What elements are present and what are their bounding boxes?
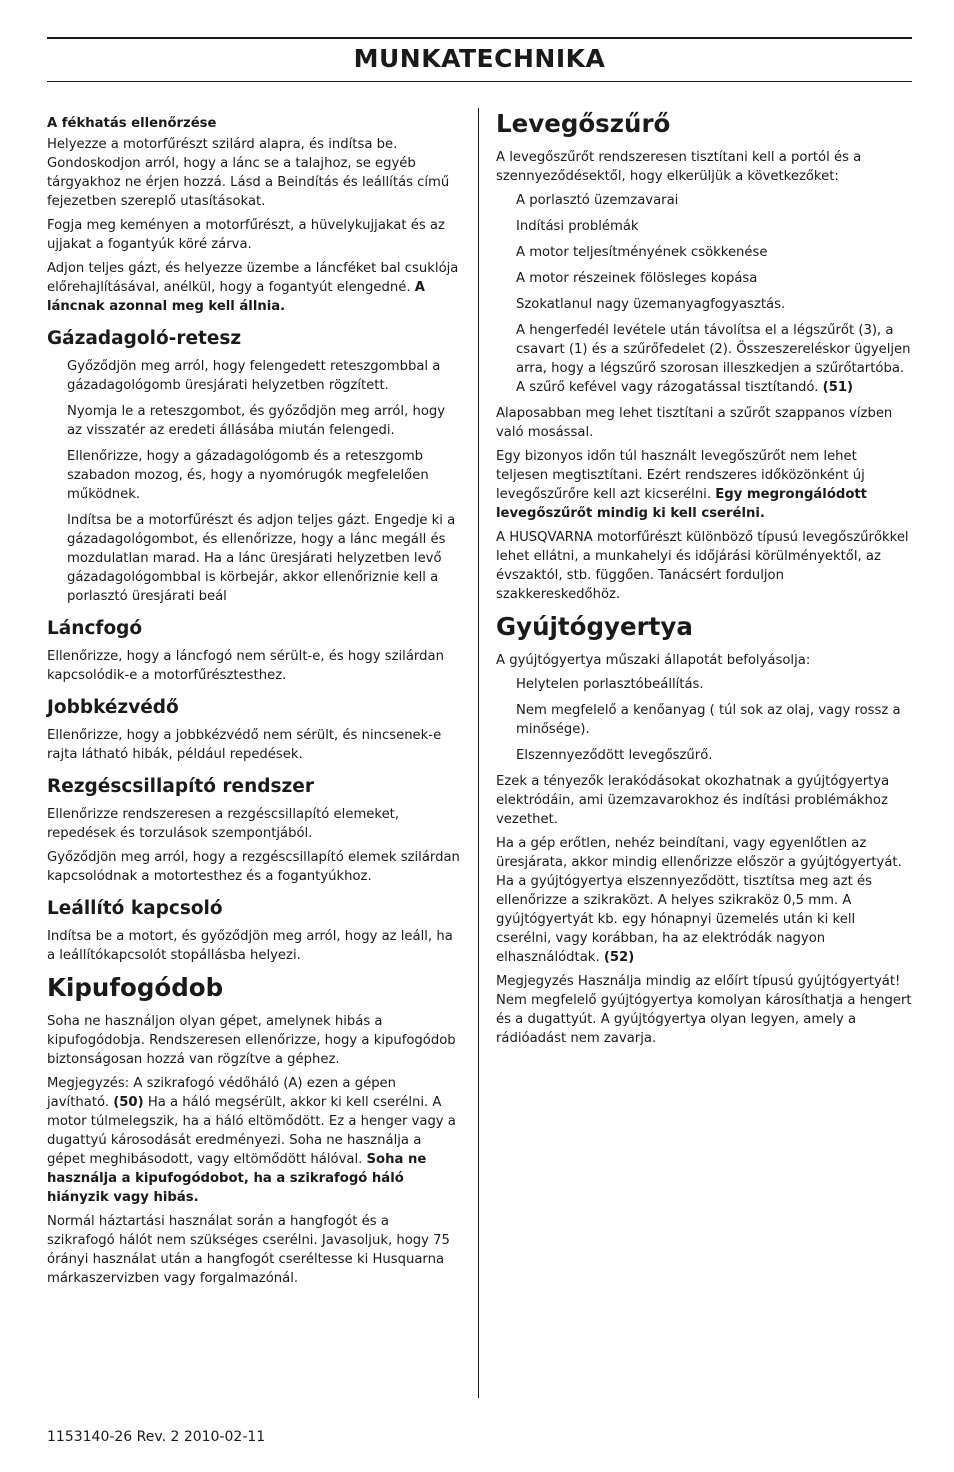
chain-catcher-heading: Láncfogó [47, 618, 143, 639]
list-item: Győződjön meg arról, hogy felengedett reteszgombbal a gázadagológomb üresjárati helyzetben rögzített. [67, 359, 441, 393]
air-filter-paragraph: Egy bizonyos időn túl használt levegőszűrőt nem lehet teljesen megtisztítani. Ezért rendszeres időközönként új levegőszűrőre kell azt kicserélni. Egy megrongálódott levegőszűrőt mindig ki kell cserélni. [496, 449, 867, 521]
left-column [47, 108, 460, 1293]
air-filter-intro: A levegőszűrőt rendszeresen tisztítani kell a portól és a szennyeződésektől, hogy elkerüljük a következőket: [496, 150, 862, 184]
vibration-paragraph: Győződjön meg arról, hogy a rezgéscsillapító elemek szilárdan kapcsolódnak a motortesthez és a fogantyúkhoz. [47, 850, 460, 884]
brake-check-paragraph: Adjon teljes gázt, és helyezze üzembe a láncféket bal csuklója előrehajlításával, anélkül, hogy a fogantyút elengedné. A láncnak azonnal meg kell állnia. [47, 261, 459, 314]
spark-plug-intro: A gyújtógyertya műszaki állapotát befolyásolja: [496, 653, 811, 668]
muffler-paragraph: Normál háztartási használat során a hangfogót és a szikrafogó hálót nem szükséges cserélni. Javasoljuk, hogy 75 órányi használat után a hangfogót cseréltesse ki Husquarna márkaszervizben vagy forgalmazónál. [47, 1214, 450, 1286]
figure-reference: (52) [603, 950, 635, 965]
spark-plug-paragraph: Ezek a tényezők lerakódásokat okozhatnak a gyújtógyertya elektródáin, ami üzemzavarokhoz és indítási problémákhoz vezethet. [496, 774, 890, 827]
right-hand-guard-paragraph: Ellenőrizze, hogy a jobbkézvédő nem sérült, és nincsenek-e rajta látható hibák, például repedések. [47, 728, 442, 762]
figure-reference: (51) [822, 380, 854, 395]
spark-plug-paragraph: Ha a gép erőtlen, nehéz beindítani, vagy egyenlőtlen az üresjárata, akkor mindig ellenőrizze először a gyújtógyertyát. Ha a gyújtógyertya elszennyeződött, tisztítsa meg azt és ellenőrizze a szikraközt. A helyes szikraköz 0,5 mm. A gyújtógyertyát kb. egy hónapnyi üzemelés után ki kell cserélni, vagy korábban, ha az elektródák nagyon elhasználódtak. (52) [496, 836, 902, 965]
brake-check-warning: A láncnak azonnal meg kell állnia. [47, 280, 425, 314]
air-filter-warning: Egy megrongálódott levegőszűrőt mindig ki kell cserélni. [496, 487, 867, 521]
list-item: Helytelen porlasztóbeállítás. [516, 677, 704, 692]
stop-switch-heading: Leállító kapcsoló [47, 898, 223, 919]
list-item: A motor teljesítményének csökkenése [516, 245, 768, 260]
list-item: A hengerfedél levétele után távolítsa el a légszűrőt (3), a csavart (1) és a szűrőfedelet (2). Összeszereléskor ügyeljen arra, hogy a légszűrő szorosan illeszkedjen a szűrőtartóba. A szűrő kefével vagy rázogatással tisztítandó. (51) [516, 323, 911, 395]
column-divider [478, 108, 479, 1398]
list-item: A porlasztó üzemzavarai [516, 193, 679, 208]
brake-check-paragraph: Fogja meg keményen a motorfűrészt, a hüvelykujjakat és az ujjakat a fogantyúk köré zárva. [47, 218, 445, 252]
list-item: Szokatlanul nagy üzemanyagfogyasztás. [516, 297, 786, 312]
muffler-paragraph: Megjegyzés: A szikrafogó védőháló (A) ezen a gépen javítható. (50) Ha a háló megsérült, akkor ki kell cserélni. A motor túlmelegszik, ha a háló eltömődött. Ez a henger vagy a dugattyú károsodását eredményezi. Soha ne használja a gépet meghibásodott, vagy eltömődött hálóval. Soha ne használja a kipufogódobot, ha a szikrafogó háló hiányzik vagy hibás. [47, 1076, 456, 1205]
list-item: Elszennyeződött levegőszűrő. [516, 748, 713, 763]
vibration-paragraph: Ellenőrizze rendszeresen a rezgéscsillapító elemeket, repedések és torzulások szempontjából. [47, 807, 400, 841]
air-filter-heading: Levegőszűrő [496, 109, 671, 138]
page-title: MUNKATECHNIKA [353, 44, 606, 73]
list-item: Nem megfelelő a kenőanyag ( túl sok az olaj, vagy rossz a minősége). [516, 703, 901, 737]
brake-check-title: A fékhatás ellenőrzése [47, 116, 217, 131]
right-hand-guard-heading: Jobbkézvédő [47, 697, 179, 718]
throttle-lockout-heading: Gázadagoló-retesz [47, 328, 242, 349]
list-item: Indítási problémák [516, 219, 639, 234]
right-column [496, 108, 912, 1053]
muffler-heading: Kipufogódob [47, 973, 224, 1002]
list-item: Nyomja le a reteszgombot, és győződjön meg arról, hogy az visszatér az eredeti állásába miután felengedi. [67, 404, 446, 438]
vibration-heading: Rezgéscsillapító rendszer [47, 776, 314, 797]
muffler-paragraph: Soha ne használjon olyan gépet, amelynek hibás a kipufogódobja. Rendszeresen ellenőrizze, hogy a kipufogódob biztonságosan hozzá van rögzítve a géphez. [47, 1014, 456, 1067]
spark-plug-paragraph: Megjegyzés Használja mindig az előírt típusú gyújtógyertyát! Nem megfelelő gyújtógyertya komolyan károsíthatja a hengert és a dugattyút. A gyújtógyertya olyan legyen, amely a rádióadást nem zavarja. [496, 974, 912, 1046]
figure-reference: (50) [113, 1095, 144, 1110]
header-bottom-rule [47, 81, 912, 82]
list-item: A motor részeinek fölösleges kopása [516, 271, 758, 286]
stop-switch-paragraph: Indítsa be a motort, és győződjön meg arról, hogy az leáll, ha a leállítókapcsolót stopállásba helyezi. [47, 929, 453, 963]
brake-check-paragraph: Helyezze a motorfűrészt szilárd alapra, és indítsa be. Gondoskodjon arról, hogy a lánc se a talajhoz, se egyéb tárgyakhoz ne érjen hozzá. Lásd a Beindítás és leállítás című fejezetben szereplő utasításokat. [47, 137, 450, 209]
muffler-warning: Soha ne használja a kipufogódobot, ha a szikrafogó háló hiányzik vagy hibás. [47, 1152, 427, 1205]
air-filter-paragraph: Alaposabban meg lehet tisztítani a szűrőt szappanos vízben való mosással. [496, 406, 893, 440]
chain-catcher-paragraph: Ellenőrizze, hogy a láncfogó nem sérült-e, és hogy szilárdan kapcsolódik-e a motorfűrésztesthez. [47, 649, 444, 683]
air-filter-paragraph: A HUSQVARNA motorfűrészt különböző típusú levegőszűrőkkel lehet ellátni, a munkahelyi és időjárási körülményektől, az évszaktól, stb. függően. Tanácsért forduljon szakkereskedőhöz. [496, 530, 909, 602]
list-item: Indítsa be a motorfűrészt és adjon teljes gázt. Engedje ki a gázadagológombot, és ellenőrizze, hogy a lánc megáll és mozdulatlan marad. Ha a lánc üresjárati helyzetben levő gázadagológombbal is körbejár, akkor ellenőriznie kell a porlasztó üresjárati beál [67, 513, 456, 604]
document-id: 1153140-26 Rev. 2 2010-02-11 [47, 1429, 266, 1445]
header-top-rule [47, 37, 912, 39]
list-item: Ellenőrizze, hogy a gázadagológomb és a reteszgomb szabadon mozog, és, hogy a nyomórugók megfelelően működnek. [67, 449, 429, 502]
spark-plug-heading: Gyújtógyertya [496, 612, 693, 641]
